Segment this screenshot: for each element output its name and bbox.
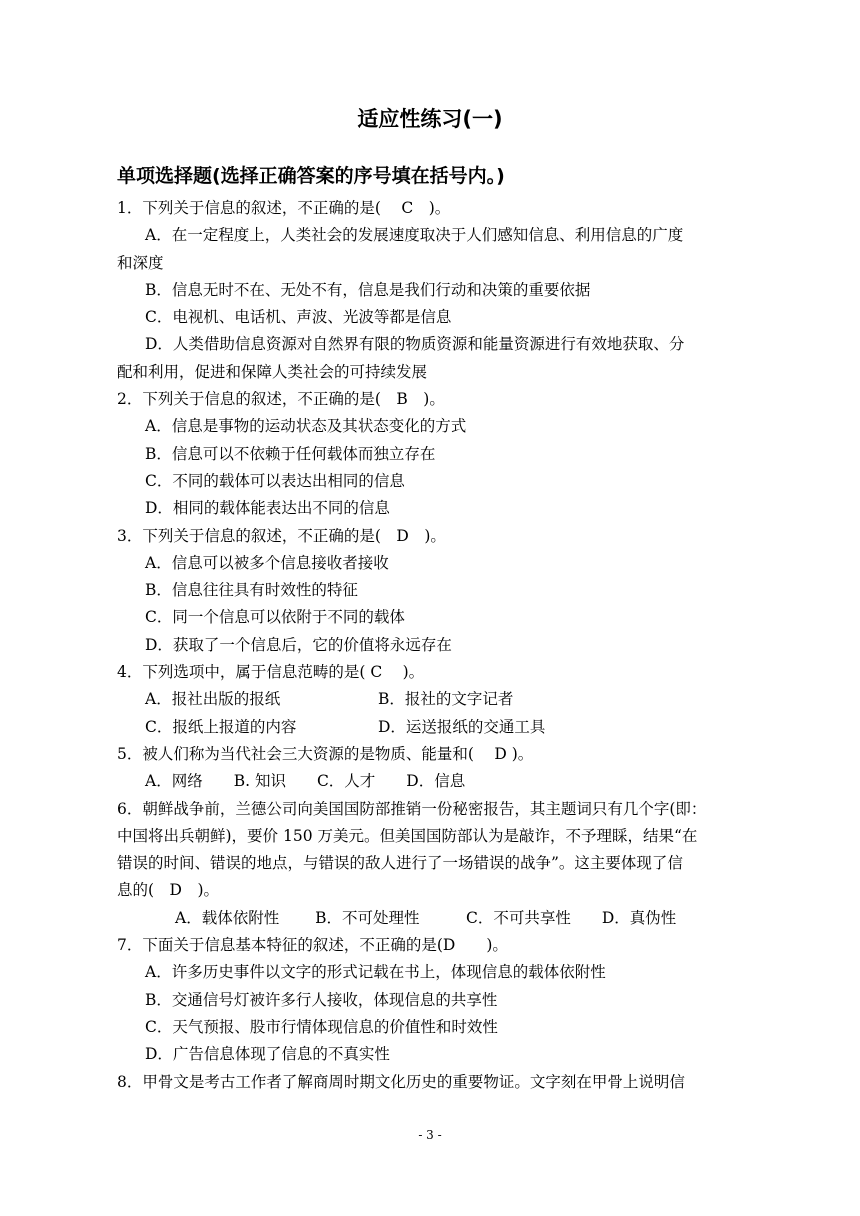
option-text: B．信息往往具有时效性的特征: [145, 581, 358, 600]
question-text: 7．下面关于信息基本特征的叙述，不正确的是(D )。: [117, 936, 508, 955]
option-text: B．信息可以不依赖于任何载体而独立存在: [145, 444, 436, 463]
option-text: D．运送报纸的交通工具: [378, 717, 546, 736]
option-row: [117, 714, 747, 741]
option-text: A．载体依附性 B．不可处理性 C．不可共享性 D．真伪性: [175, 908, 677, 927]
question-text: 错误的时间、错误的地点，与错误的敌人进行了一场错误的战争”。这主要体现了信: [117, 854, 683, 873]
option-text: B．交通信号灯被许多行人接收，体现信息的共享性: [145, 990, 498, 1009]
question-list: [117, 195, 747, 1096]
option-text: A．在一定程度上，人类社会的发展速度取决于人们感知信息、利用信息的广度: [145, 226, 684, 245]
option-text: B．信息无时不在、无处不有，信息是我们行动和决策的重要依据: [145, 280, 591, 299]
question-text: 2．下列关于信息的叙述，不正确的是( B )。: [117, 390, 445, 409]
question-text: 8．甲骨文是考古工作者了解商周时期文化历史的重要物证。文字刻在甲骨上说明信: [117, 1072, 685, 1091]
option-text: A．信息可以被多个信息接收者接收: [145, 553, 389, 572]
question-text: 1．下列关于信息的叙述，不正确的是( C )。: [117, 199, 451, 217]
option-text: A．许多历史事件以文字的形式记载在书上，体现信息的载体依附性: [145, 963, 606, 982]
option-text: C．同一个信息可以依附于不同的载体: [145, 608, 405, 627]
question-text: 息的( D )。: [117, 881, 220, 900]
option-text: D．广告信息体现了信息的不真实性: [145, 1045, 390, 1064]
option-text: A．网络 B. 知识 C．人才 D．信息: [145, 772, 466, 791]
option-text: D．人类借助信息资源对自然界有限的物质资源和能量资源进行有效地获取、分: [145, 335, 685, 354]
question-text: 6．朝鲜战争前，兰德公司向美国国防部推销一份秘密报告，其主题词只有几个字(即：: [117, 799, 707, 818]
section-heading: 单项选择题(选择正确答案的序号填在括号内。): [117, 165, 505, 187]
question-text: 3．下列关于信息的叙述，不正确的是( D )。: [117, 526, 446, 545]
option-text: B．报社的文字记者: [378, 690, 514, 709]
option-text: C．报纸上报道的内容: [145, 717, 297, 736]
question-text: 4．下列选项中，属于信息范畴的是( C )。: [117, 663, 425, 682]
page-title: 适应性练习(一): [357, 107, 503, 131]
option-text: A．报社出版的报纸: [145, 690, 281, 709]
option-text: D．获取了一个信息后，它的价值将永远存在: [145, 635, 452, 654]
option-text: C．天气预报、股市行情体现信息的价值性和时效性: [145, 1017, 498, 1036]
page-number: - 3 -: [418, 1128, 442, 1142]
option-text: C．不同的载体可以表达出相同的信息: [145, 471, 405, 490]
option-text: A．信息是事物的运动状态及其状态变化的方式: [145, 417, 467, 436]
option-text: D．相同的载体能表达出不同的信息: [145, 499, 390, 518]
option-row: [117, 686, 747, 713]
question-text: 5．被人们称为当代社会三大资源的是物质、能量和( D )。: [117, 744, 534, 763]
option-text: C．电视机、电话机、声波、光波等都是信息: [145, 308, 452, 327]
question-text: 和深度: [117, 253, 164, 272]
question-text: 配和利用，促进和保障人类社会的可持续发展: [117, 362, 428, 381]
question-text: 中国将出兵朝鲜)，要价 150 万美元。但美国国防部认为是敲诈，不予理睬，结果“在: [117, 826, 698, 845]
